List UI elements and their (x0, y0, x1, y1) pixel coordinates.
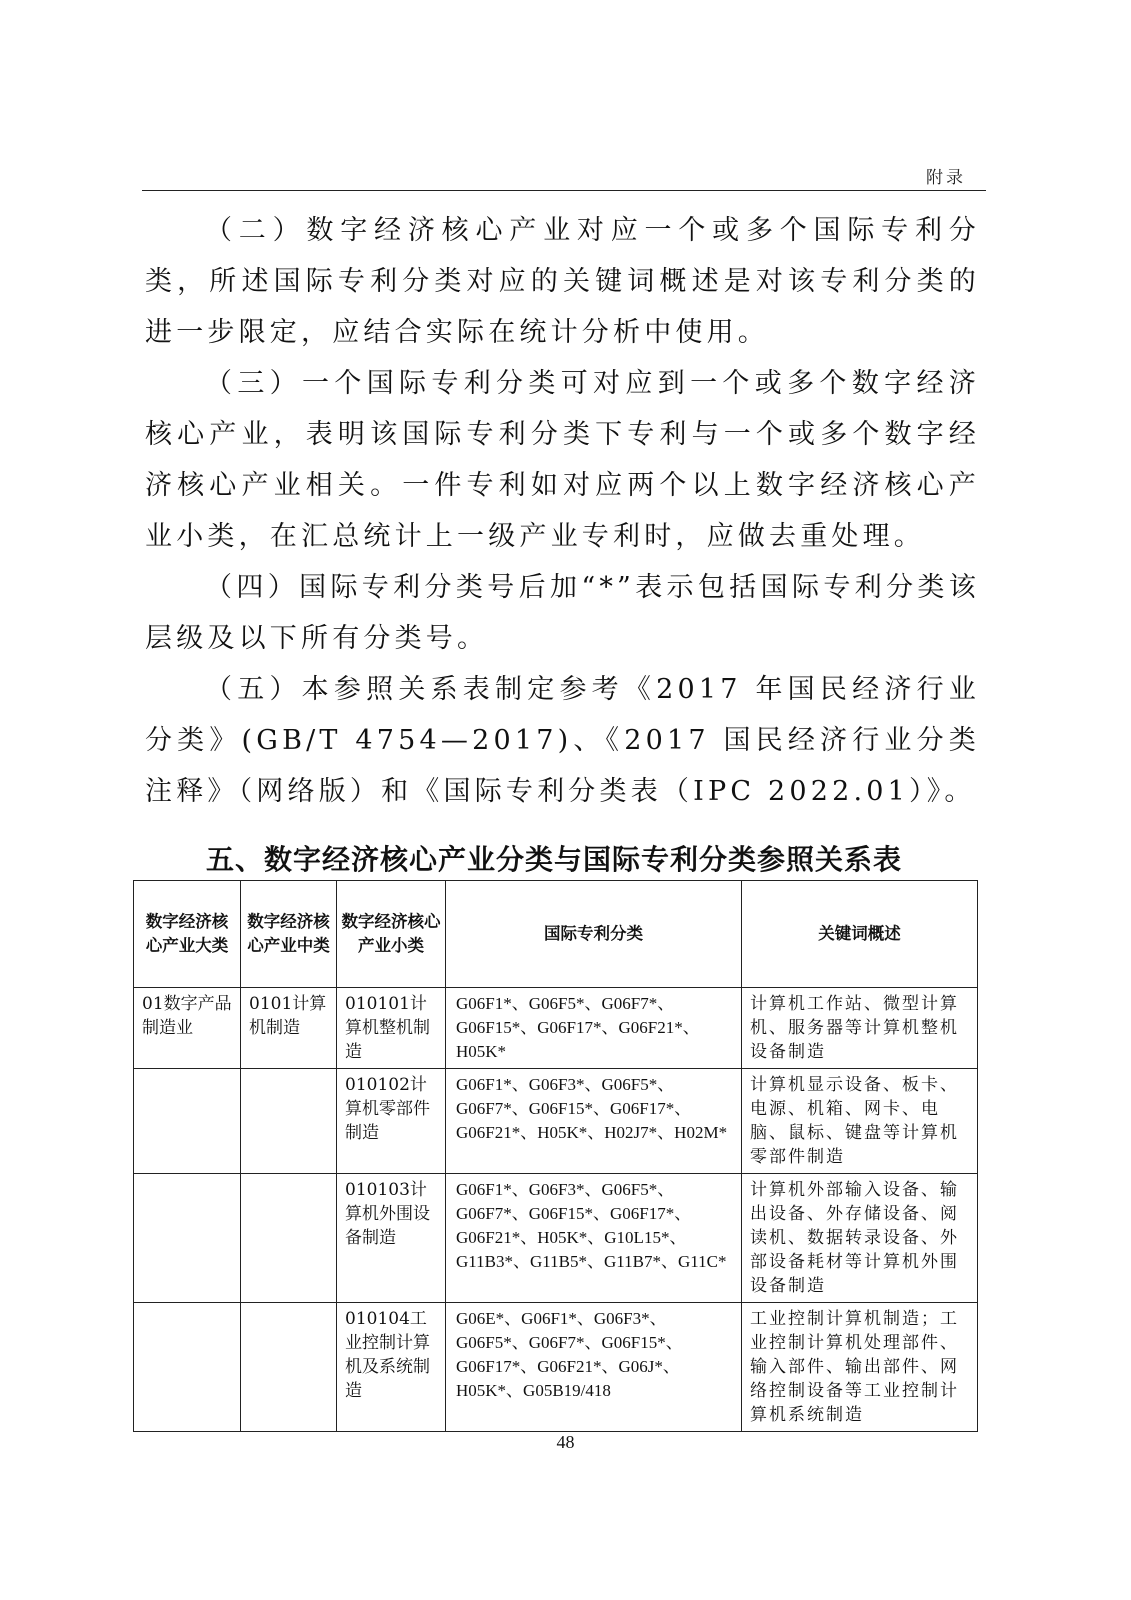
cell-major: 01数字产品制造业 (134, 988, 241, 1069)
table-row (134, 1174, 978, 1303)
cell-ipc: G06F1*、G06F3*、G06F5*、G06F7*、G06F15*、G06F17*、G06F21*、H05K*、H02J7*、H02M* (446, 1069, 742, 1174)
header-rule (142, 190, 986, 191)
page-number: 48 (556, 1432, 575, 1452)
table-row (134, 988, 978, 1069)
cell-ipc: G06F1*、G06F3*、G06F5*、G06F7*、G06F15*、G06F17*、G06F21*、H05K*、G10L15*、G11B3*、G11B5*、G11B7*、G11C* (446, 1174, 742, 1303)
section-label: 附录 (926, 168, 966, 188)
cell-keywords: 计算机工作站、微型计算机、服务器等计算机整机设备制造 (742, 988, 978, 1069)
table-row (134, 1303, 978, 1432)
cell-minor: 010101计算机整机制造 (337, 988, 446, 1069)
cell-minor: 010104工业控制计算机及系统制造 (337, 1303, 446, 1432)
cell-ipc: G06F1*、G06F5*、G06F7*、G06F15*、G06F17*、G06F21*、H05K* (446, 988, 742, 1069)
cell-keywords: 工业控制计算机制造；工业控制计算机处理部件、输入部件、输出部件、网络控制设备等工业控制计算机系统制造 (742, 1303, 978, 1432)
cell-major (134, 1069, 241, 1174)
cell-keywords: 计算机显示设备、板卡、电源、机箱、网卡、电脑、鼠标、键盘等计算机零部件制造 (742, 1069, 978, 1174)
header-minor-category: 数字经济核心产业小类 (337, 881, 446, 988)
cell-minor: 010103计算机外围设备制造 (337, 1174, 446, 1303)
header-major-category: 数字经济核心产业大类 (134, 881, 241, 988)
table-title: 五、数字经济核心产业分类与国际专利分类参照关系表 (205, 843, 902, 876)
paragraph-3: （三）一个国际专利分类可对应到一个或多个数字经济核心产业，表明该国际专利分类下专利与一个或多个数字经济核心产业相关。一件专利如对应两个以上数字经济核心产业小类，在汇总统计上一级产业专利时，应做去重处理。 (145, 368, 980, 552)
cell-middle (241, 1174, 337, 1303)
cell-middle (241, 1069, 337, 1174)
cell-middle (241, 1303, 337, 1432)
paragraph-4: （四）国际专利分类号后加“*”表示包括国际专利分类该层级及以下所有分类号。 (145, 572, 980, 654)
header-middle-category: 数字经济核心产业中类 (241, 881, 337, 988)
cell-keywords: 计算机外部输入设备、输出设备、外存储设备、阅读机、数据转录设备、外部设备耗材等计算机外围设备制造 (742, 1174, 978, 1303)
header-ipc: 国际专利分类 (446, 881, 742, 988)
paragraph-2: （二）数字经济核心产业对应一个或多个国际专利分类，所述国际专利分类对应的关键词概述是对该专利分类的进一步限定，应结合实际在统计分析中使用。 (145, 215, 980, 348)
paragraph-5: （五）本参照关系表制定参考《2017 年国民经济行业分类》(GB/T 4754—2017)、《2017 国民经济行业分类注释》（网络版）和《国际专利分类表（IPC 2022.01）》。 (145, 674, 980, 807)
cell-middle: 0101计算机制造 (241, 988, 337, 1069)
table-header-row (134, 881, 978, 988)
cell-major (134, 1303, 241, 1432)
body-text (145, 205, 980, 817)
reference-table (133, 880, 978, 1432)
cell-ipc: G06E*、G06F1*、G06F3*、G06F5*、G06F7*、G06F15*、G06F17*、G06F21*、G06J*、H05K*、G05B19/418 (446, 1303, 742, 1432)
header-keywords: 关键词概述 (742, 881, 978, 988)
table-row (134, 1069, 978, 1174)
cell-minor: 010102计算机零部件制造 (337, 1069, 446, 1174)
cell-major (134, 1174, 241, 1303)
